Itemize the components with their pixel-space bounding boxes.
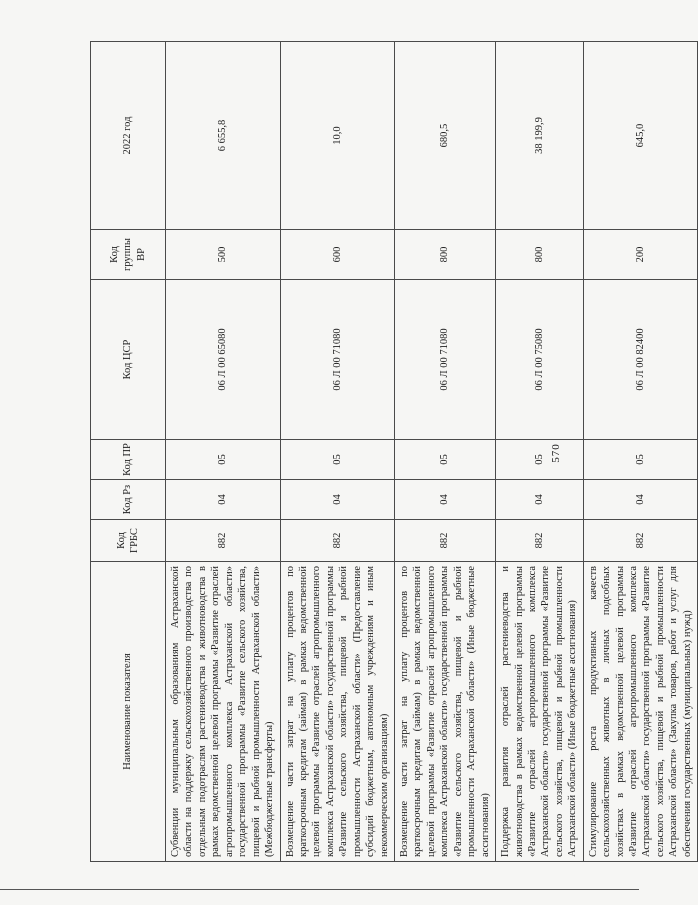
row-amount: 38 199,9 xyxy=(496,42,584,230)
row-rz: 04 xyxy=(395,480,496,520)
row-csr: 06 Л 00 75080 xyxy=(496,280,584,440)
row-rz: 04 xyxy=(166,480,281,520)
row-amount: 6 655,8 xyxy=(166,42,281,230)
header-pr: Код ПР xyxy=(91,440,166,480)
header-rz: Код Рз xyxy=(91,480,166,520)
row-grbs: 882 xyxy=(395,520,496,562)
row-vr: 800 xyxy=(496,230,584,280)
row-csr: 06 Л 00 71080 xyxy=(395,280,496,440)
table-row xyxy=(166,42,281,862)
row-csr: 06 Л 00 71080 xyxy=(280,280,395,440)
row-name: Стимулирование роста продуктивных качеств сельскохозяйственных животных в личных подсобных хозяйствах в рамках ведомственной целевой программы «Развитие отраслей агропромышленного комплекса Астраханской области» государственной программы «Развитие сельского хозяйства, пищевой и рыбной промышленности Астраханской области» (Закупка товаров, работ и услуг для обеспечения государственных (муниципальных) нужд) xyxy=(583,562,698,862)
budget-table xyxy=(90,41,698,862)
rotated-budget-table-wrapper xyxy=(90,42,693,862)
row-pr: 05 xyxy=(280,440,395,480)
header-name: Наименование показателя xyxy=(91,562,166,862)
row-grbs: 882 xyxy=(496,520,584,562)
table-row xyxy=(280,42,395,862)
row-name: Субвенции муниципальным образованиям Астраханской области на поддержку сельскохозяйственного производства по отдельным подотраслям растениеводства и животноводства в рамках ведомственной целевой программы «Развитие отраслей агропромышленного комплекса Астраханской области» государственной программы «Развитие сельского хозяйства, пищевой и рыбной промышленности Астраханской области» (Межбюджетные трансферты) xyxy=(166,562,281,862)
header-grbs: Код ГРБС xyxy=(91,520,166,562)
row-grbs: 882 xyxy=(280,520,395,562)
header-year: 2022 год xyxy=(91,42,166,230)
table-row xyxy=(496,42,584,862)
footer-divider xyxy=(0,889,639,890)
row-vr: 600 xyxy=(280,230,395,280)
row-rz: 04 xyxy=(496,480,584,520)
row-pr: 05 xyxy=(496,440,584,480)
row-name: Возмещение части затрат на уплату процентов по краткосрочным кредитам (займам) в рамках ведомственной целевой программы «Развитие отраслей агропромышленного комплекса Астраханской области» государственной программы «Развитие сельского хозяйства, пищевой и рыбной промышленности Астраханской области» (Иные бюджетные ассигнования) xyxy=(395,562,496,862)
row-amount: 680,5 xyxy=(395,42,496,230)
table-row xyxy=(583,42,698,862)
row-vr: 500 xyxy=(166,230,281,280)
row-grbs: 882 xyxy=(583,520,698,562)
header-vr: Код группы ВР xyxy=(91,230,166,280)
row-rz: 04 xyxy=(583,480,698,520)
row-rz: 04 xyxy=(280,480,395,520)
row-pr: 05 xyxy=(395,440,496,480)
table-row xyxy=(395,42,496,862)
page-number: 570 xyxy=(550,443,562,463)
row-vr: 800 xyxy=(395,230,496,280)
table-header-row xyxy=(91,42,166,862)
row-pr: 05 xyxy=(166,440,281,480)
header-csr: Код ЦСР xyxy=(91,280,166,440)
row-amount: 10,0 xyxy=(280,42,395,230)
row-vr: 200 xyxy=(583,230,698,280)
row-grbs: 882 xyxy=(166,520,281,562)
row-pr: 05 xyxy=(583,440,698,480)
row-name: Поддержка развития отраслей растениеводства и животноводства в рамках ведомственной целевой программы «Развитие отраслей агропромышленного комплекса Астраханской области» государственной программы «Развитие сельского хозяйства, пищевой и рыбной промышленности Астраханской области» (Иные бюджетные ассигнования) xyxy=(496,562,584,862)
row-amount: 645,0 xyxy=(583,42,698,230)
row-name: Возмещение части затрат на уплату процентов по краткосрочным кредитам (займам) в рамках ведомственной целевой программы «Развитие отраслей агропромышленного комплекса Астраханской области» государственной программы «Развитие сельского хозяйства, пищевой и рыбной промышленности Астраханской области» (Предоставление субсидий бюджетным, автономным учреждениям и иным некоммерческим организациям) xyxy=(280,562,395,862)
row-csr: 06 Л 00 82400 xyxy=(583,280,698,440)
row-csr: 06 Л 00 65080 xyxy=(166,280,281,440)
